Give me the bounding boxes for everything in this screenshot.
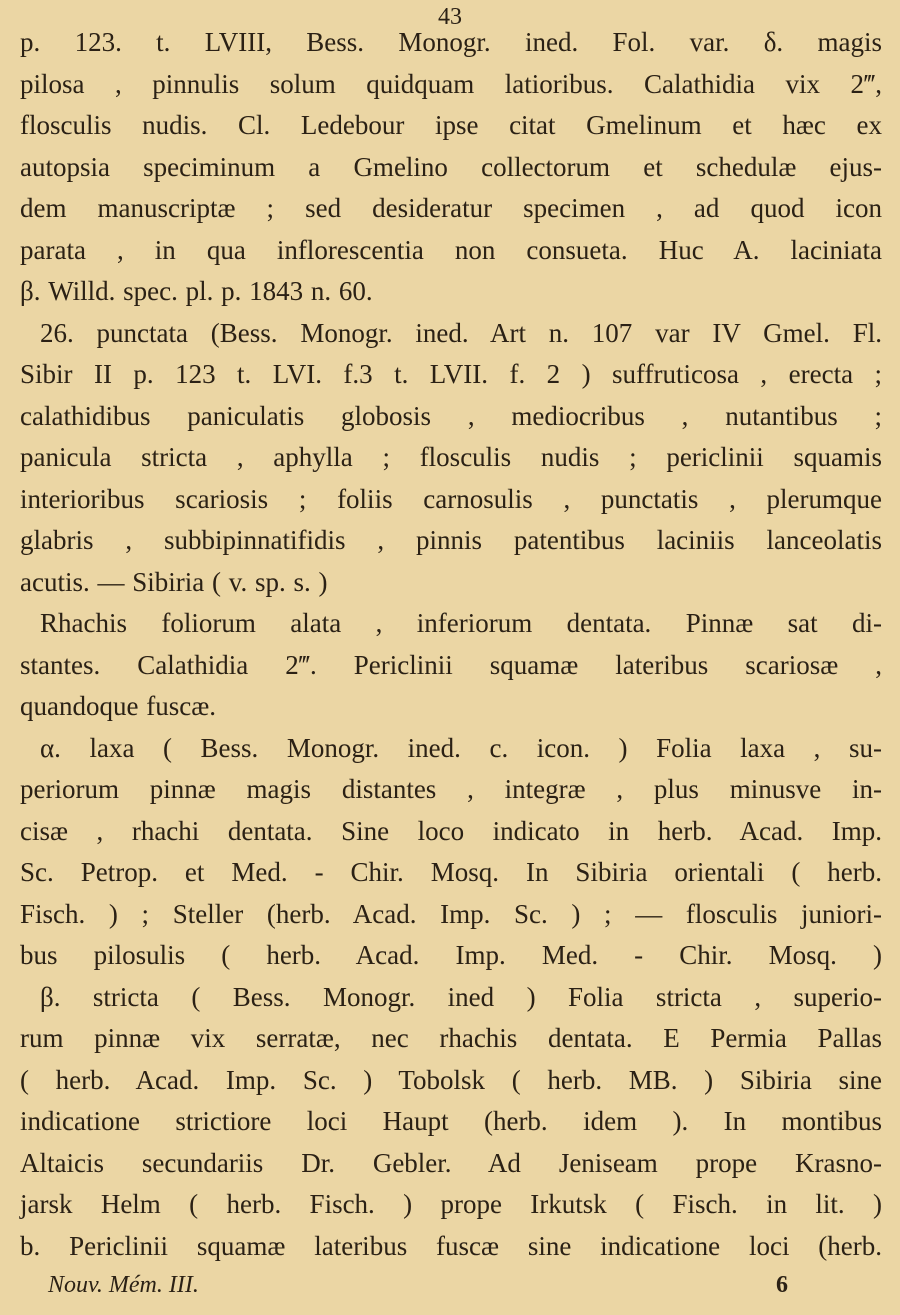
text-line: pilosa , pinnulis solum quidquam latioribus. Calathidia vix 2‴, — [20, 68, 882, 99]
text-line: parata , in qua inflorescentia non consueta. Huc A. laciniata — [20, 234, 882, 265]
text-line: b. Periclinii squamæ lateribus fuscæ sine indicatione loci (herb. — [20, 1230, 882, 1261]
text-line: interioribus scariosis ; foliis carnosulis , punctatis , plerumque — [20, 483, 882, 514]
text-line: Sibir II p. 123 t. LVI. f.3 t. LVII. f. 2 ) suffruticosa , erecta ; — [20, 359, 882, 389]
text-line: cisæ , rhachi dentata. Sine loco indicato in herb. Acad. Imp. — [20, 815, 882, 846]
text-line: stantes. Calathidia 2‴. Periclinii squamæ lateribus scariosæ , — [20, 649, 882, 680]
text-line: panicula stricta , aphylla ; flosculis nudis ; periclinii squamis — [20, 442, 882, 472]
text-line: Rhachis foliorum alata , inferiorum dentata. Pinnæ sat di- — [40, 608, 882, 638]
text-line: bus pilosulis ( herb. Acad. Imp. Med. - Chir. Mosq. ) — [20, 940, 882, 970]
signature-mark: 6 — [776, 1272, 788, 1298]
text-line: Altaicis secundariis Dr. Gebler. Ad Jeniseam prope Krasno- — [20, 1147, 882, 1178]
body-text — [20, 22, 882, 1267]
text-line: calathidibus paniculatis globosis , mediocribus , nutantibus ; — [20, 400, 882, 431]
text-line: β. stricta ( Bess. Monogr. ined ) Folia stricta , superio- — [40, 981, 882, 1012]
page-number: 43 — [438, 4, 462, 30]
text-line: 26. punctata (Bess. Monogr. ined. Art n. 107 var IV Gmel. Fl. — [40, 317, 882, 348]
text-line: Sc. Petrop. et Med. - Chir. Mosq. In Sibiria orientali ( herb. — [20, 857, 882, 887]
page-footer — [48, 1272, 788, 1299]
text-line: flosculis nudis. Cl. Ledebour ipse citat Gmelinum et hæc ex — [20, 110, 882, 140]
text-line: β. Willd. spec. pl. p. 1843 n. 60. — [20, 276, 373, 306]
text-line: α. laxa ( Bess. Monogr. ined. c. icon. ) Folia laxa , su- — [40, 732, 882, 763]
text-line: autopsia speciminum a Gmelino collectorum et schedulæ ejus- — [20, 151, 882, 182]
text-line: periorum pinnæ magis distantes , integræ , plus minusve in- — [20, 774, 882, 804]
text-line: indicatione strictiore loci Haupt (herb. idem ). In montibus — [20, 1106, 882, 1136]
text-line: p. 123. t. LVIII, Bess. Monogr. ined. Fol. var. δ. magis — [20, 27, 882, 57]
text-line: glabris , subbipinnatifidis , pinnis patentibus laciniis lanceolatis — [20, 525, 882, 555]
text-line: acutis. — Sibiria ( v. sp. s. ) — [20, 566, 328, 597]
text-line: jarsk Helm ( herb. Fisch. ) prope Irkutsk ( Fisch. in lit. ) — [20, 1189, 882, 1219]
journal-title: Nouv. Mém. III. — [48, 1272, 199, 1298]
text-line: rum pinnæ vix serratæ, nec rhachis dentata. E Permia Pallas — [20, 1023, 882, 1053]
text-line: quandoque fuscæ. — [20, 691, 216, 721]
text-line: dem manuscriptæ ; sed desideratur specimen , ad quod icon — [20, 193, 882, 223]
text-line: Fisch. ) ; Steller (herb. Acad. Imp. Sc. ) ; — flosculis juniori- — [20, 898, 882, 929]
text-line: ( herb. Acad. Imp. Sc. ) Tobolsk ( herb. MB. ) Sibiria sine — [20, 1064, 882, 1095]
